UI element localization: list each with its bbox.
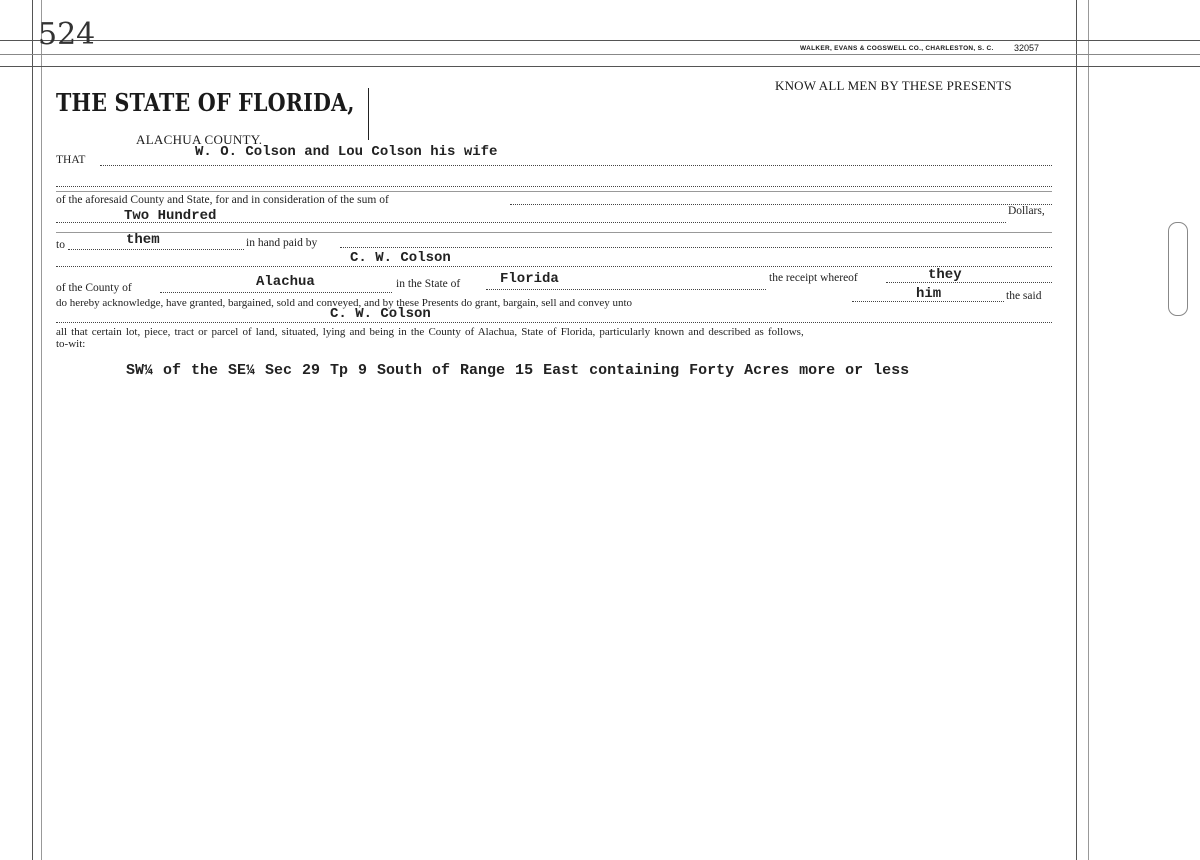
grantee-line [56, 322, 1052, 323]
county-name: Alachua [256, 274, 315, 290]
county-line [160, 292, 392, 293]
title-brace [368, 88, 369, 140]
of-county-label: of the County of [56, 282, 132, 294]
county-heading: ALACHUA COUNTY. [136, 132, 263, 147]
recipients-line [68, 249, 244, 250]
state-line [486, 289, 766, 290]
receipt-party: they [928, 267, 962, 283]
to-wit-label: to-wit: [56, 338, 86, 350]
in-hand-paid-label: in hand paid by [246, 237, 318, 249]
to-label: to [56, 239, 65, 251]
printer-imprint: WALKER, EVANS & COGSWELL CO., CHARLESTON, S. C. [800, 45, 994, 52]
parcel-text: all that certain lot, piece, tract or parcel of land, situated, lying and being in the County of Alachua, State of Florida, particularly known and described as follows, [56, 326, 804, 338]
document-title: THE STATE OF FLORIDA, [56, 88, 355, 117]
payer-line-top [340, 247, 1052, 248]
sum-line-top [510, 204, 1052, 205]
grantors-line [100, 165, 1052, 166]
right-margin-rule-outer [1088, 0, 1089, 860]
aforesaid-text: of the aforesaid County and State, for and in consideration of the sum of [56, 194, 389, 206]
sum-amount: Two Hundred [124, 208, 217, 224]
header-rule-mid [0, 54, 1200, 55]
right-margin-rule [1076, 0, 1077, 860]
left-margin-rule [32, 0, 33, 860]
sum-rule [56, 232, 1052, 233]
blank-line [56, 186, 1052, 187]
that-label: THAT [56, 154, 86, 166]
blank-line-rule [56, 191, 1052, 192]
form-number: 32057 [1014, 43, 1040, 53]
grantee-name: C. W. Colson [330, 306, 431, 322]
acknowledge-text: do hereby acknowledge, have granted, bargained, sold and conveyed, and by these Presents do grant, bargain, sell and convey unto [56, 297, 633, 309]
presents-heading: KNOW ALL MEN BY THESE PRESENTS [775, 78, 1012, 93]
binder-punch-hole [1168, 222, 1188, 316]
page-number: 524 [38, 17, 96, 52]
grantee-pronoun: him [916, 286, 942, 302]
dollars-label: Dollars, [1008, 205, 1045, 217]
recipients-name: them [126, 232, 160, 248]
grantors-name: W. O. Colson and Lou Colson his wife [195, 144, 498, 160]
header-rule-bottom [0, 66, 1200, 67]
in-state-label: in the State of [396, 278, 461, 290]
header-rule-top [0, 40, 1200, 41]
payer-line [56, 266, 1052, 267]
the-said-label: the said [1006, 290, 1042, 302]
land-description: SW¼ of the SE¼ Sec 29 Tp 9 South of Range 15 East containing Forty Acres more or less [126, 362, 910, 379]
payer-name: C. W. Colson [350, 250, 451, 266]
state-name: Florida [500, 271, 559, 287]
receipt-line [886, 282, 1052, 283]
sum-line [56, 222, 1006, 223]
receipt-label: the receipt whereof [769, 272, 858, 284]
left-margin-rule-inner [41, 0, 42, 860]
